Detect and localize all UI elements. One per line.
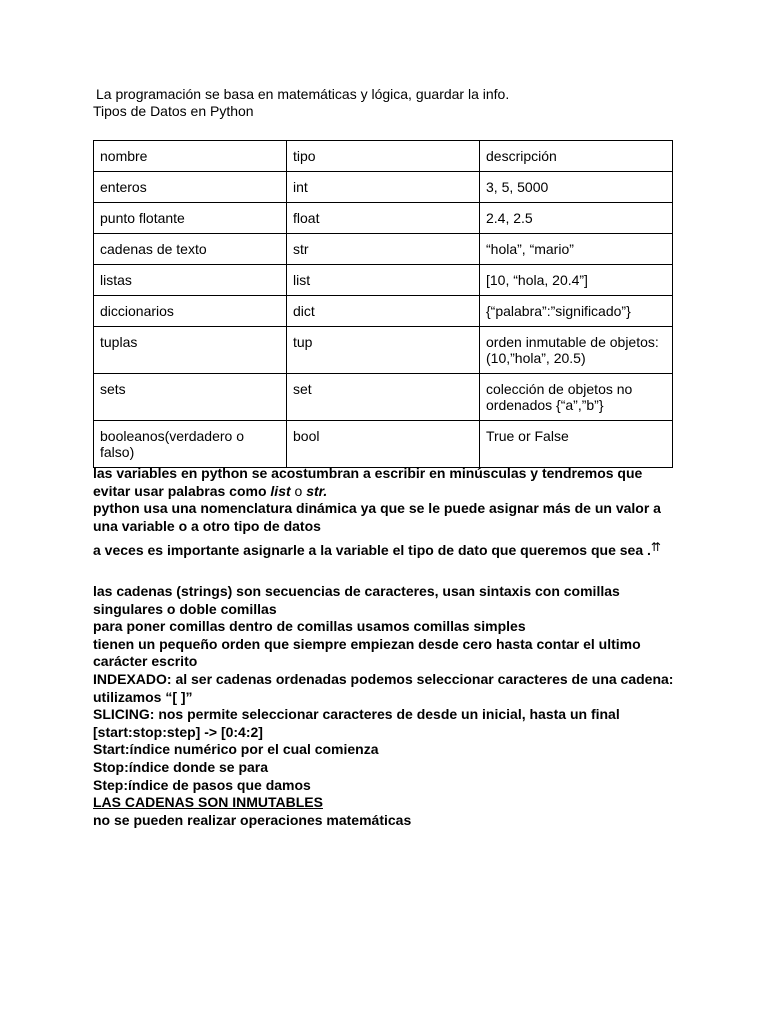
note-paragraph: las cadenas (strings) son secuencias de caracteres, usan sintaxis con comillas singulares o doble comillas xyxy=(93,582,620,617)
note-paragraph: tienen un pequeño orden que siempre empiezan desde cero hasta contar el ultimo carácter escrito xyxy=(93,635,641,670)
table-cell: {“palabra”:”significado”} xyxy=(480,296,673,327)
table-cell: True or False xyxy=(480,421,673,468)
up-arrows-icon: ⇈ xyxy=(650,540,660,555)
table-cell: cadenas de texto xyxy=(94,234,287,265)
note-paragraph: Step:índice de pasos que damos xyxy=(93,776,311,793)
table-cell: punto flotante xyxy=(94,203,287,234)
note-paragraph: [start:stop:step] -> [0:4:2] xyxy=(93,723,263,740)
keyword-str: str. xyxy=(306,482,328,499)
table-cell: int xyxy=(287,172,480,203)
note-paragraph: no se pueden realizar operaciones matemáticas xyxy=(93,811,412,828)
section-title: Tipos de Datos en Python xyxy=(93,103,254,119)
table-cell: diccionarios xyxy=(94,296,287,327)
table-cell: bool xyxy=(287,421,480,468)
note-paragraph: Stop:índice donde se para xyxy=(93,758,269,775)
intro-text xyxy=(93,86,509,120)
table-cell: set xyxy=(287,374,480,421)
table-row xyxy=(94,234,673,265)
note-paragraph: para poner comillas dentro de comillas usamos comillas simples xyxy=(93,618,526,635)
note-paragraph xyxy=(93,539,683,560)
table-row xyxy=(94,296,673,327)
table-cell: tuplas xyxy=(94,327,287,374)
keyword-list: list xyxy=(270,482,291,499)
table-cell: list xyxy=(287,265,480,296)
table-cell: 2.4, 2.5 xyxy=(480,203,673,234)
table-cell: sets xyxy=(94,374,287,421)
table-cell: dict xyxy=(287,296,480,327)
note-paragraph xyxy=(93,465,683,500)
table-cell: orden inmutable de objetos:(10,”hola”, 20.5) xyxy=(480,327,673,374)
data-types-table xyxy=(93,140,673,468)
notes-section xyxy=(93,465,683,829)
table-cell: descripción xyxy=(480,141,673,172)
table-cell: tipo xyxy=(287,141,480,172)
table-cell: listas xyxy=(94,265,287,296)
table-cell: tup xyxy=(287,327,480,374)
intro-line: La programación se basa en matemáticas y lógica, guardar la info. xyxy=(96,86,510,102)
note-paragraph: INDEXADO: al ser cadenas ordenadas podemos seleccionar caracteres de una cadena: utilizamos “[ ]” xyxy=(93,670,674,705)
table-row xyxy=(94,327,673,374)
table-cell: nombre xyxy=(94,141,287,172)
table-cell: float xyxy=(287,203,480,234)
note-paragraph: Start:índice numérico por el cual comienza xyxy=(93,741,379,758)
note-heading: LAS CADENAS SON INMUTABLES xyxy=(93,794,323,811)
note-text: a veces es importante asignarle a la variable el tipo de dato que queremos que sea . xyxy=(93,542,651,559)
table-row xyxy=(94,421,673,468)
note-paragraph: SLICING: nos permite seleccionar caracteres de desde un inicial, hasta un final xyxy=(93,706,620,723)
table-cell: 3, 5, 5000 xyxy=(480,172,673,203)
table-cell: [10, “hola, 20.4”] xyxy=(480,265,673,296)
table-cell: booleanos(verdadero o falso) xyxy=(94,421,287,468)
table-cell: colección de objetos no ordenados {“a”,”b”} xyxy=(480,374,673,421)
table-row xyxy=(94,374,673,421)
note-text: las variables en python se acostumbran a escribir en minúsculas y tendremos que evitar usar palabras como xyxy=(93,465,643,499)
table-row xyxy=(94,141,673,172)
table-row xyxy=(94,203,673,234)
note-paragraph: python usa una nomenclatura dinámica ya que se le puede asignar más de un valor a una variable o a otro tipo de datos xyxy=(93,500,661,534)
table-row xyxy=(94,172,673,203)
table-row xyxy=(94,265,673,296)
table-cell: “hola”, “mario” xyxy=(480,234,673,265)
table-cell: str xyxy=(287,234,480,265)
table-cell: enteros xyxy=(94,172,287,203)
note-text: o xyxy=(290,482,307,499)
